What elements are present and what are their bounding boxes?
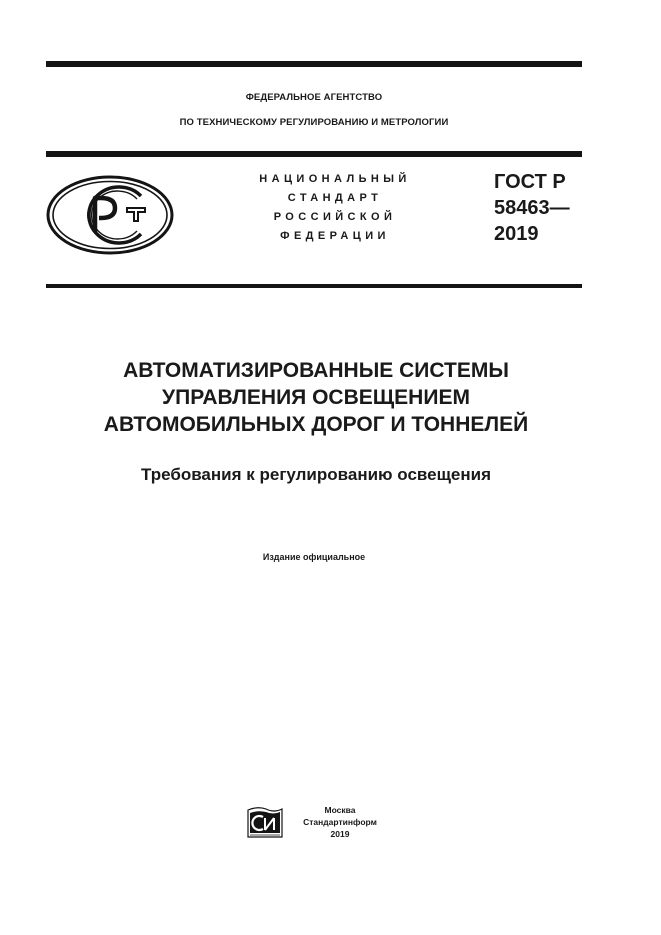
- standard-type-line: РОССИЙСКОЙ: [273, 211, 397, 223]
- standard-type-line: СТАНДАРТ: [287, 192, 383, 204]
- publisher-city: Москва: [324, 805, 356, 815]
- top-rule: [46, 61, 582, 67]
- document-title: [0, 357, 632, 438]
- publisher-info: [296, 804, 384, 840]
- standartinform-logo-icon: [246, 806, 286, 840]
- rst-gost-logo-icon: [45, 174, 175, 256]
- bottom-rule: [46, 284, 582, 288]
- edition-label: Издание официальное: [262, 552, 366, 562]
- standard-type-block: [245, 170, 425, 246]
- title-line: УПРАВЛЕНИЯ ОСВЕЩЕНИЕМ: [162, 386, 470, 409]
- standard-type-line: НАЦИОНАЛЬНЫЙ: [259, 173, 411, 185]
- agency-line-1: ФЕДЕРАЛЬНОЕ АГЕНТСТВО: [245, 92, 383, 103]
- publisher-name: Стандартинформ: [303, 817, 377, 827]
- standard-type-line: ФЕДЕРАЦИИ: [280, 230, 390, 242]
- document-subtitle: Требования к регулированию освещения: [140, 465, 492, 484]
- middle-rule: [46, 151, 582, 157]
- standard-code-number: 58463—: [494, 197, 570, 219]
- title-line: АВТОМАТИЗИРОВАННЫЕ СИСТЕМЫ: [123, 359, 509, 382]
- publisher-year: 2019: [330, 829, 350, 839]
- standard-code-prefix: ГОСТ Р: [494, 171, 566, 193]
- agency-line-2: ПО ТЕХНИЧЕСКОМУ РЕГУЛИРОВАНИЮ И МЕТРОЛОГИИ: [179, 117, 449, 128]
- standard-code-year: 2019: [494, 223, 539, 245]
- title-line: АВТОМОБИЛЬНЫХ ДОРОГ И ТОННЕЛЕЙ: [103, 413, 529, 436]
- standard-code: [494, 169, 570, 247]
